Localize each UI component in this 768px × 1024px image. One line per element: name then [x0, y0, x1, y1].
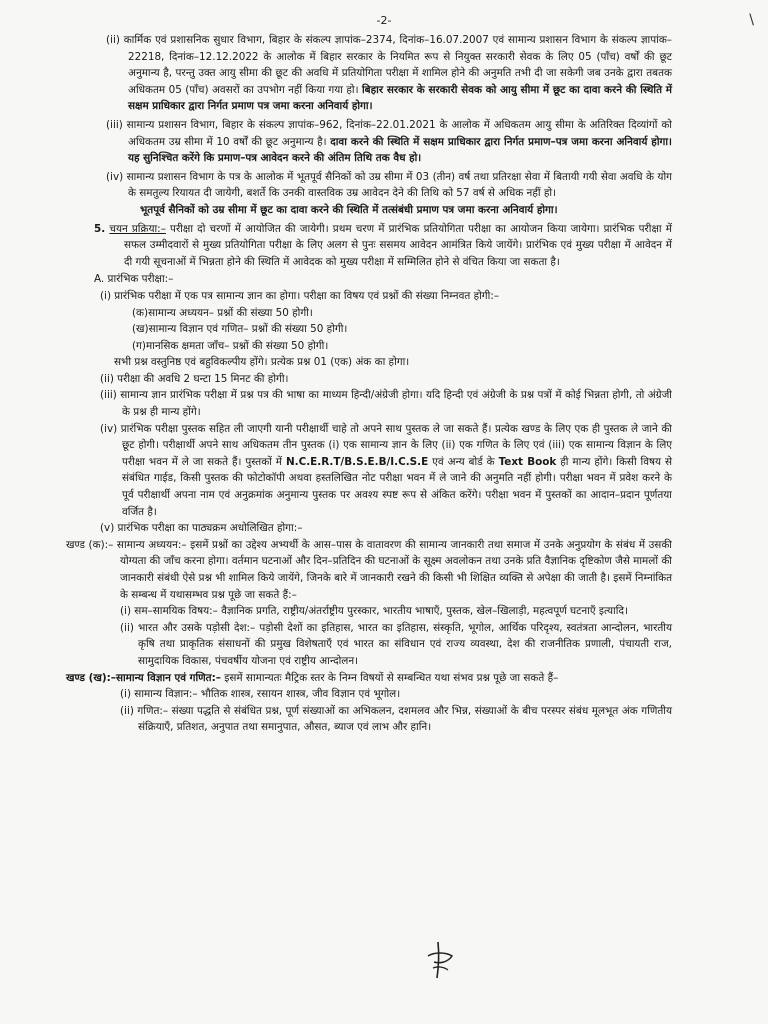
para-iv — [106, 169, 672, 202]
section-a-iii: (iii) सामान्य ज्ञान प्रारंभिक परीक्षा में प्रश्न पत्र की भाषा का माध्यम हिन्दी/अंग्रेजी होगा। यदि हिन्दी एवं अंग्रेजी के प्रश्न पत्रों में कोई भिन्नता होगी, तो अंग्रेजी के प्रश्न ही मान्य होंगे। — [100, 389, 672, 419]
khand-kh-ii: (ii) गणित:– संख्या पद्धति से संबंधित प्रश्न, पूर्ण संख्याओं का अभिकलन, दशमलव और भिन्न, संख्याओं के बीच परस्पर संबंध मूलभूत अंक गणितीय संक्रियाएँ, प्रतिशत, अनुपात तथा समानुपात, औसत, ब्याज एवं लाभ और हानि। — [120, 704, 672, 734]
section-5 — [94, 221, 672, 271]
section-a-all-questions: सभी प्रश्न वस्तुनिष्ठ एवं बहुविकल्पीय होंगे। प्रत्येक प्रश्न 01 (एक) अंक का होगा। — [114, 356, 410, 369]
page-number: -2- — [376, 14, 392, 27]
section-a-ii: (ii) परीक्षा की अवधि 2 घन्टा 15 मिनट की होगी। — [100, 372, 289, 385]
khand-kh-heading: खण्ड (ख):–सामान्य विज्ञान एवं गणित:– — [66, 671, 221, 684]
para-iv-bold: भूतपूर्व सैनिकों को उम्र सीमा में छूट का दावा करने की स्थिति में तत्संबंधी प्रमाण पत्र जमा करना अनिवार्य होगा। — [140, 203, 558, 216]
khand-k-i: (i) सम–सामयिक विषय:– वैज्ञानिक प्रगति, राष्ट्रीय/अंतर्राष्ट्रीय पुरस्कार, भारतीय भाषाएँ, पुस्तक, खेल–खिलाड़ी, महत्वपूर्ण घटनाएँ इत्यादि। — [120, 605, 628, 618]
section-a-iv — [100, 421, 672, 521]
para-iii-bold: दावा करने की स्थिति में सक्षम प्राधिकार द्वारा निर्गत प्रमाण–पत्र जमा करना अनिवार्य होगा। यह सुनिश्चित करेंगे कि प्रमाण–पत्र आवेदन करने की अंतिम तिथि तक वैध हो। — [128, 135, 672, 165]
khand-kh-i: (i) सामान्य विज्ञान:– भौतिक शास्त्र, रसायन शास्त्र, जीव विज्ञान एवं भूगोल। — [120, 688, 401, 701]
section-5-text: परीक्षा दो चरणों में आयोजित की जायेगी। प्रथम चरण में प्रारंभिक प्रतियोगिता परीक्षा का आयोजन किया जायेगा। प्रारंभिक परीक्षा में सफल उम्मीदवारों से मुख्य प्रतियोगिता परीक्षा के लिए अलग से पुनः ससमय आवेदन आमंत्रित किये जायेंगे। प्रारंभिक एवं मुख्य परीक्षा में आवेदन में दी गयी सूचनाओं में भिन्नता होने की स्थिति में आवेदक को मुख्य परीक्षा में सम्मिलित होने से वंचित किया जा सकता है। — [124, 222, 672, 268]
section-a-iv-boards: N.C.E.R.T/B.S.E.B/I.C.S.E — [285, 455, 429, 468]
section-a-i: (i) प्रारंभिक परीक्षा में एक पत्र सामान्य ज्ञान का होगा। परीक्षा का विषय एवं प्रश्नों की संख्या निम्नवत होगी:– — [100, 289, 500, 302]
khand-k-heading2: सामान्य अध्ययन:– — [116, 538, 187, 551]
section-a-iv-textbook: Text Book — [498, 455, 557, 468]
para-iii-text: (iii) सामान्य प्रशासन विभाग, बिहार के संकल्प ज्ञापांक–962, दिनांक–22.01.2021 के आलोक में अधिकतम आयु सीमा के अतिरिक्त दिव्यांगों को अधिकतम उम्र सीमा में 10 वर्षों की छूट अनुमान्य है। — [106, 118, 672, 148]
khand-kh-text: इसमें सामान्यतः मैट्रिक स्तर के निम्न विषयों से सम्बन्धित यथा संभव प्रश्न पूछे जा सकते हैं– — [224, 671, 559, 684]
section-a-heading: A. प्रारंभिक परीक्षा:– — [94, 273, 174, 286]
section-a-iv-text-e: ही मान्य होंगे। किसी विषय से संबंधित गाईड, किसी पुस्तक की फोटोकॉपी अथवा हस्तलिखित नोट परीक्षा भवन में ले जाने की अनुमति नहीं होगी। परीक्षा भवन में प्रवेश करने के पूर्व परीक्षार्थी अपना नाम एवं अनुक्रमांक अनुमान्य पुस्तक पर अवश्य स्पष्ट रूप से अंकित करेंगे। परीक्षा भवन में पुस्तकों का आदान–प्रदान पूर्णतया वर्जित है। — [122, 455, 673, 518]
para-ii-bold: बिहार सरकार के सरकारी सेवक को आयु सीमा में छूट का दावा करने की स्थिति में सक्षम प्राधिकार द्वारा निर्गत प्रमाण पत्र जमा करना अनिवार्य होगा। — [128, 83, 672, 113]
section-5-number: 5. — [94, 222, 106, 235]
section-a-v: (v) प्रारंभिक परीक्षा का पाठ्यक्रम अधोलिखित होगा:– — [100, 522, 303, 535]
para-ii — [106, 32, 672, 115]
khand-k — [66, 537, 672, 603]
khand-k-heading: खण्ड (क):– — [66, 538, 114, 551]
section-5-heading: चयन प्रक्रिया:– — [109, 222, 166, 235]
signature-mark — [424, 940, 456, 980]
section-a-item-g: (ग)मानसिक क्षमता जाँच– प्रश्नों की संख्या 50 होगी। — [132, 339, 329, 352]
khand-k-text: इसमें प्रश्नों का उद्देश्य अभ्यर्थी के आस–पास के वातावरण की सामान्य जानकारी तथा समाज में उनके अनुप्रयोग के संबंध में उसकी योग्यता की जाँच करना होगा। वर्तमान घटनाओं और दिन–प्रतिदिन की घटनाओं के सूक्ष्म अवलोकन तथा उनके प्रति वैज्ञानिक दृष्टिकोण जैसे मामलों की जानकारी संबंधी ऐसे प्रश्न भी शामिल किये जायेंगे, जिनके बारे में जानकारी रखने की किसी भी शिक्षित व्यक्ति से अपेक्षा की जाती है। इसमें निम्नांकित के सम्बन्ध में यथासम्भव प्रश्न पूछे जा सकते हैं:– — [120, 538, 672, 601]
section-a-item-kh: (ख)सामान्य विज्ञान एवं गणित– प्रश्नों की संख्या 50 होगी। — [132, 323, 348, 336]
section-a-iv-text-c: एवं अन्य बोर्ड के — [432, 455, 495, 468]
khand-kh — [66, 670, 672, 687]
para-ii-text: (ii) कार्मिक एवं प्रशासनिक सुधार विभाग, बिहार के संकल्प ज्ञापांक–2374, दिनांक–16.07.2007 एवं सामान्य प्रशासन विभाग के संकल्प ज्ञापांक–22218, दिनांक–12.12.2022 के आलोक में बिहार सरकार के नियमित रूप से नियुक्त सरकारी सेवक के लिए 05 (पाँच) वर्षों की छूट अनुमान्य है, परन्तु उक्त आयु सीमा की छूट की अवधि में प्रतियोगिता परीक्षा में शामिल होने की अनुमति तभी दी जा सकेगी जब उनके द्वारा तबतक अधिकतम 05 (पाँच) अवसरों का उपभोग नहीं किया गया हो। — [106, 34, 672, 96]
section-a-iv-text-a: (iv) प्रारंभिक परीक्षा पुस्तक सहित ली जाएगी यानी परीक्षार्थी चाहे तो अपने साथ पुस्तक ले जा सकते हैं। प्रत्येक खण्ड के लिए एक ही पुस्तक ले जाने की छूट होगी। परीक्षार्थी अपने साथ अधिकतम तीन पुस्तक (i) एक सामान्य ज्ञान के लिए (ii) एक गणित के लिए एवं (iii) एक सामान्य विज्ञान के लिए परीक्षा भवन में ले जा सकते हैं। पुस्तकों में — [100, 422, 672, 468]
document-body — [66, 32, 673, 736]
section-a-item-k: (क)सामान्य अध्ययन– प्रश्नों की संख्या 50 होगी। — [132, 306, 313, 319]
para-iii — [106, 117, 672, 167]
para-iv-text: (iv) सामान्य प्रशासन विभाग के पत्र के आलोक में भूतपूर्व सैनिकों को उम्र सीमा में 03 (तीन) वर्ष तथा प्रतिरक्षा सेवा में बितायी गयी सेवा अवधि के योग के समतुल्य रियायत दी जायेगी, बशर्ते कि उनकी वास्तविक उम्र आवेदन देने की तिथि को 57 वर्ष से अधिक नहीं हो। — [106, 170, 672, 200]
corner-mark: \ — [749, 12, 754, 28]
khand-k-ii: (ii) भारत और उसके पड़ोसी देश:– पड़ोसी देशों का इतिहास, भारत का इतिहास, संस्कृति, भूगोल, आर्थिक परिदृश्य, स्वतंत्रता आन्दोलन, भारतीय कृषि तथा प्राकृतिक संसाधनों की प्रमुख विशेषताएँ एवं भारत का संविधान एवं राज्य व्यवस्था, देश की राजनीतिक प्रणाली, पंचायती राज, सामुदायिक विकास, पंचवर्षीय योजना एवं राष्ट्रीय आन्दोलन। — [120, 621, 672, 667]
